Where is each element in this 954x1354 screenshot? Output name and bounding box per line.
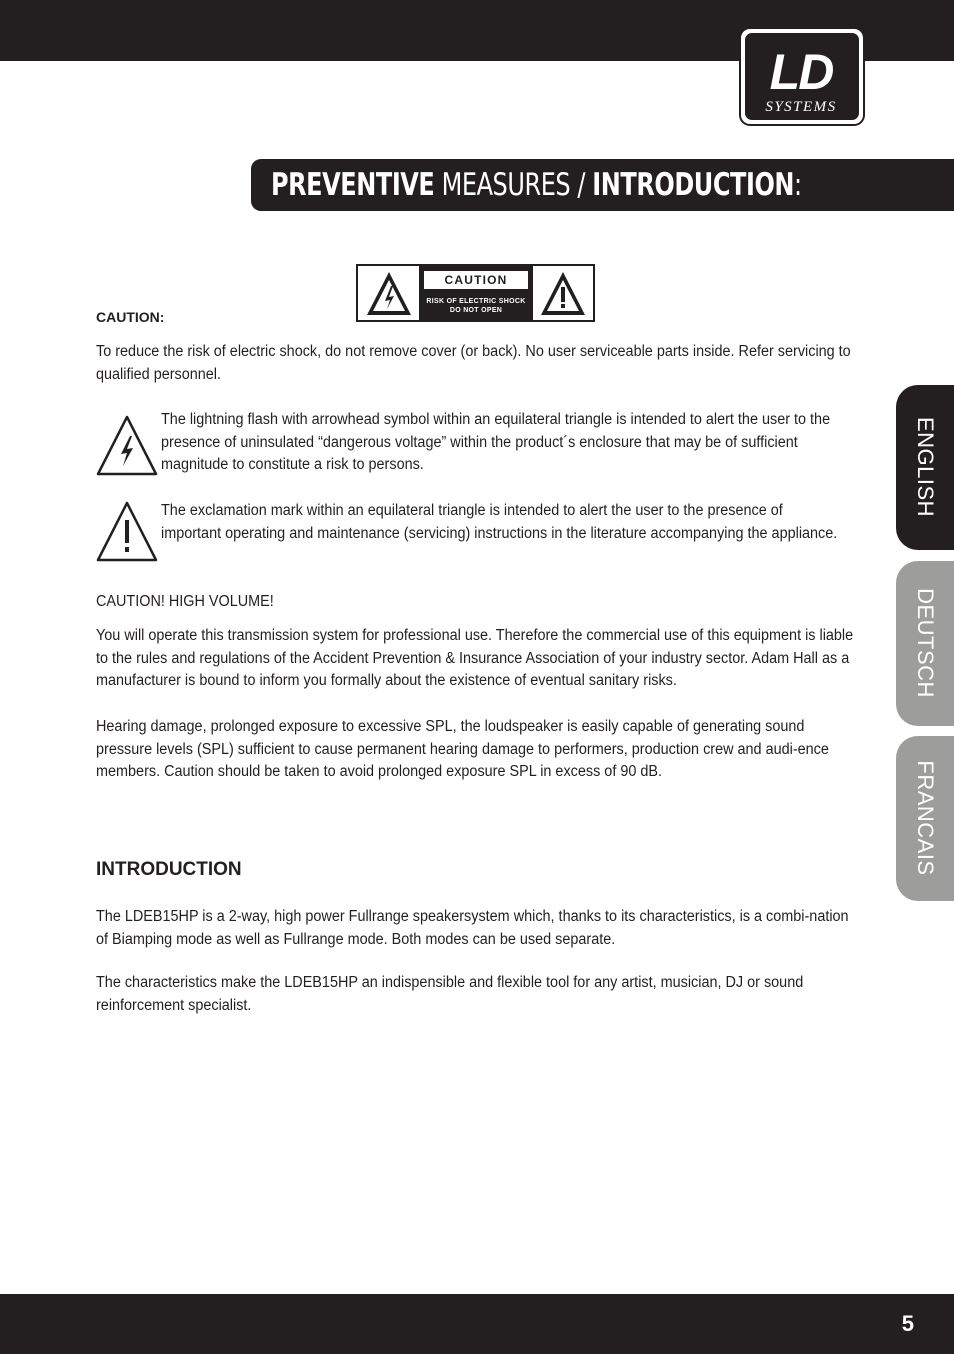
- tab-francais-label: FRANCAIS: [913, 760, 938, 876]
- tab-english[interactable]: [896, 385, 954, 550]
- exclamation-description-text: The exclamation mark within an equilateral triangle is intended to alert the user to the presence of important operating and maintenance (servicing) instructions in the literature accompanying the appliance.: [161, 502, 838, 542]
- introduction-paragraph-1: [96, 906, 856, 951]
- introduction-paragraph-2: [96, 972, 856, 1017]
- exclamation-symbol: [96, 500, 158, 567]
- page-number: 5: [901, 1311, 914, 1336]
- caution-word: CAUTION: [424, 271, 528, 289]
- logo-sub-text: SYSTEMS: [765, 99, 837, 115]
- tab-deutsch[interactable]: [896, 561, 954, 726]
- lightning-description-text: The lightning flash with arrowhead symbol within an equilateral triangle is intended to alert the user to the presence of uninsulated “dangerous voltage” within the product´s enclosure that may be of sufficient magnitude to constitute a risk to persons.: [161, 411, 831, 474]
- tab-english-label: ENGLISH: [913, 416, 938, 518]
- high-volume-paragraph-2-text: Hearing damage, prolonged exposure to excessive SPL, the loudspeaker is easily capable of generating sound pressure levels (SPL) sufficient to cause permanent hearing damage to performers, production crew and audi-ence members. Caution should be taken to avoid prolonged exposure SPL in excess of 90 dB.: [96, 718, 829, 781]
- caution-body-text: To reduce the risk of electric shock, do not remove cover (or back). No user serviceable parts inside. Refer servicing to qualified personnel.: [96, 343, 851, 383]
- exclamation-warning-icon: [538, 269, 588, 317]
- high-volume-paragraph-2: [96, 716, 856, 784]
- introduction-paragraph-1-text: The LDEB15HP is a 2-way, high power Fullrange speakersystem which, thanks to its characteristics, is a combi-nation of Biamping mode as well as Fullrange mode. Both modes can be used separate.: [96, 908, 849, 948]
- page-title: [271, 167, 802, 203]
- high-volume-paragraph-1: [96, 625, 856, 693]
- caution-subtext: [419, 297, 533, 315]
- introduction-paragraph-2-text: The characteristics make the LDEB15HP an indispensible and flexible tool for any artist, musician, DJ or sound reinforcement specialist.: [96, 974, 804, 1014]
- caution-heading: CAUTION:: [96, 309, 165, 325]
- title-part-preventive: PREVENTIVE: [271, 167, 435, 203]
- logo-main-text: LD: [769, 44, 833, 100]
- high-volume-paragraph-1-text: You will operate this transmission system for professional use. Therefore the commercial use of this equipment is liable to the rules and regulations of the Accident Prevention & Insurance Association of your industry sector. Adam Hall as a manufacturer is bound to inform you formally about the existence of eventual sanitary risks.: [96, 627, 854, 690]
- title-colon: :: [794, 167, 802, 203]
- exclamation-triangle-icon: [96, 500, 158, 562]
- lightning-triangle-icon: [96, 414, 158, 476]
- caution-subtext-line1: RISK OF ELECTRIC SHOCK: [426, 298, 526, 305]
- exclamation-description: [161, 500, 841, 545]
- ld-systems-logo: [739, 27, 865, 126]
- title-bar: [251, 159, 954, 211]
- title-part-measures: MEASURES /: [434, 167, 593, 203]
- title-part-introduction: INTRODUCTION: [592, 167, 795, 203]
- tab-deutsch-label: DEUTSCH: [913, 588, 938, 698]
- high-volume-heading-text: CAUTION! HIGH VOLUME!: [96, 593, 274, 610]
- footer-band: [0, 1294, 954, 1354]
- high-volume-heading: [96, 591, 856, 614]
- lightning-symbol: [96, 414, 158, 481]
- introduction-heading: INTRODUCTION: [96, 859, 242, 880]
- caution-body: [96, 341, 856, 386]
- caution-label: [356, 264, 595, 322]
- tab-francais[interactable]: [896, 736, 954, 901]
- lightning-warning-icon: [364, 269, 414, 317]
- lightning-description: [161, 409, 841, 477]
- caution-subtext-line2: DO NOT OPEN: [449, 307, 503, 314]
